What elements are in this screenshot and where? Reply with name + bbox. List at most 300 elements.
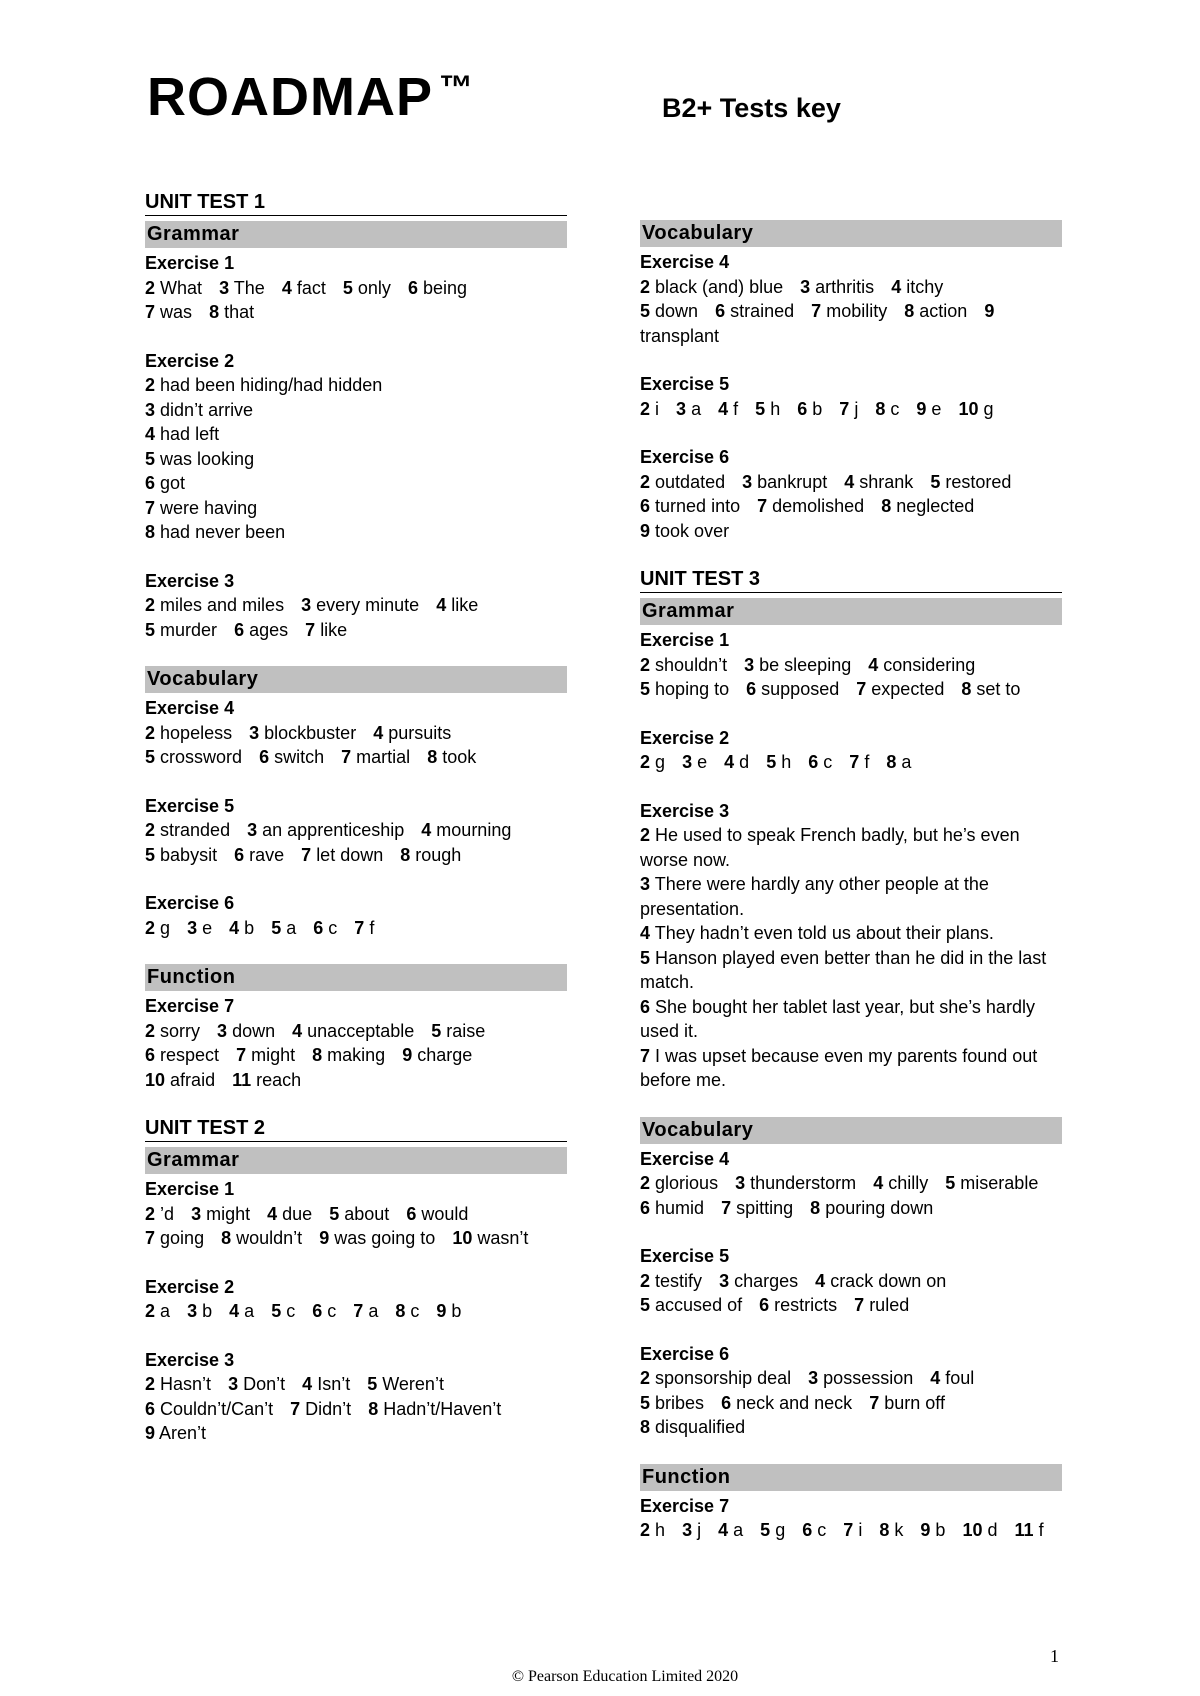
answer-item [145,424,219,444]
answer-line [640,299,1062,348]
answer-line [145,745,567,770]
exercise-block [145,1177,567,1251]
exercise-block [145,1275,567,1324]
answer-item [145,918,170,938]
answer-item [271,918,296,938]
answer-item [640,825,1020,870]
answer-text: miserable [960,1173,1039,1193]
answer-text: c [817,1520,827,1540]
item-number: 4 [281,277,292,298]
answer-item [145,1070,215,1090]
answer-item [760,1520,785,1540]
unit-block [640,567,1062,1543]
answer-line [640,1391,1062,1416]
answer-item [431,1021,485,1041]
item-number: 4 [815,1270,826,1291]
answer-line [640,470,1062,495]
item-number: 3 [682,1520,693,1540]
item-number: 4 [891,276,902,297]
answer-line [640,275,1062,300]
item-number: 5 [145,448,156,469]
item-number: 4 [267,1203,278,1224]
exercise-block [640,799,1062,1093]
answer-item [145,522,285,542]
item-number: 6 [407,277,418,298]
answer-item [875,399,899,419]
answer-text: arthritis [815,276,875,297]
item-number: 5 [640,1295,651,1315]
exercise-block [145,569,567,643]
answer-text: f [864,752,870,772]
answer-item [640,521,729,541]
answer-text: being [422,277,468,298]
answer-item [313,918,337,938]
answer-item [854,1295,909,1315]
exercise-title: Exercise 7 [640,1495,730,1516]
answer-text: were having [160,497,258,518]
section-heading: Vocabulary [640,1117,1062,1144]
answer-text: I was upset because even my parents found out before me. [640,1045,1038,1090]
unit-block [640,220,1062,543]
answer-text: h [770,398,781,419]
answer-item [290,1399,351,1419]
answer-item [640,679,729,699]
item-number: 3 [676,398,687,419]
answer-text: going [160,1228,205,1248]
answer-item [904,301,967,321]
answer-line [145,276,567,301]
answer-item [402,1045,472,1065]
answer-item [145,595,284,615]
answer-text: pursuits [388,722,452,743]
item-number: 3 [719,1270,730,1291]
answer-item [868,655,975,675]
right-column [640,220,1062,1567]
answer-item [353,1301,378,1321]
item-number: 7 [290,1398,301,1419]
answer-line [640,397,1062,422]
exercise-title: Exercise 3 [145,570,235,591]
answer-text: g [983,398,994,419]
answer-item [849,752,869,772]
answer-text: be sleeping [759,654,852,675]
answer-text: b [935,1520,946,1540]
item-number: 3 [742,471,753,492]
answer-item [187,918,212,938]
answer-text: What [160,277,203,298]
answer-item [406,1204,468,1224]
item-number: 5 [755,398,766,419]
left-column [145,190,567,1470]
item-number: 2 [145,1301,156,1321]
answer-line [145,1019,567,1044]
answer-item [282,278,326,298]
answer-line [640,872,1062,921]
item-number: 2 [640,1520,651,1540]
answer-line [640,946,1062,995]
answer-item [312,1045,385,1065]
item-number: 2 [145,722,156,743]
item-number: 2 [145,917,156,938]
item-number: 6 [802,1520,813,1540]
answer-text: had been hiding/had hidden [160,375,383,395]
item-number: 6 [759,1295,770,1315]
answer-item [234,845,284,865]
answer-item [343,278,391,298]
answer-text: had never been [160,522,286,542]
answer-line [640,653,1062,678]
answer-text: reach [256,1069,302,1090]
answer-text: a [160,1301,171,1321]
answer-item [891,277,943,297]
answer-text: testify [655,1270,703,1291]
answer-item [1015,1520,1044,1540]
answer-item [145,747,242,767]
section-heading: Grammar [145,221,567,248]
answer-line [640,995,1062,1044]
item-number: 4 [873,1173,884,1193]
answer-text: murder [160,619,218,640]
item-number: 4 [868,654,879,675]
answer-item [302,1374,350,1394]
answer-text: sorry [160,1020,201,1041]
item-number: 5 [431,1020,442,1041]
item-number: 4 [292,1020,303,1041]
item-number: 6 [145,473,156,493]
answer-text: charges [734,1270,799,1291]
answer-text: martial [356,747,411,767]
answer-text: Couldn’t/Can’t [160,1398,274,1419]
item-number: 6 [406,1203,417,1224]
answer-line [145,422,567,447]
answer-text: b [202,1301,213,1321]
item-number: 3 [301,595,312,615]
item-number: 2 [145,1374,156,1394]
answer-text: a [368,1301,379,1321]
item-number: 7 [839,398,850,419]
item-number: 3 [145,399,156,420]
answer-item [271,1301,295,1321]
answer-item [843,1520,862,1540]
answer-text: j [697,1520,702,1540]
answer-item [145,820,230,840]
item-number: 2 [145,1203,156,1224]
answer-text: glorious [655,1173,719,1193]
item-number: 3 [800,276,811,297]
unit-heading: UNIT TEST 3 [640,567,1062,593]
exercise-block [640,1147,1062,1221]
answer-item [640,1046,1037,1091]
answer-text: turned into [655,496,741,516]
answer-item [228,1374,285,1394]
answer-item [209,302,254,322]
answer-text: about [344,1203,390,1224]
item-number: 2 [640,398,651,419]
item-number: 3 [682,752,693,772]
exercise-block [640,726,1062,775]
answer-text: pouring down [825,1197,934,1218]
answer-item [640,948,1046,993]
item-number: 8 [209,302,220,322]
answer-item [810,1198,933,1218]
answer-item [145,1374,211,1394]
answer-line [145,618,567,643]
answer-text: b [451,1301,462,1321]
answer-text: e [931,398,942,419]
item-number: 2 [640,752,651,772]
answer-text: every minute [316,595,420,615]
answer-item [367,1374,444,1394]
answer-line [145,1421,567,1446]
answer-text: They hadn’t even told us about their plans. [654,923,994,943]
item-number: 8 [221,1228,232,1248]
answer-text: Aren’t [159,1423,207,1443]
answer-item [145,620,217,640]
answer-text: like [451,595,479,615]
item-number: 10 [145,1069,166,1090]
answer-item [640,472,725,492]
unit-heading: UNIT TEST 1 [145,190,567,216]
answer-item [766,752,791,772]
answer-text: disqualified [655,1417,746,1437]
answer-text: c [410,1301,420,1321]
item-number: 4 [421,820,432,840]
answer-text: Hanson played even better than he did in the last match. [640,947,1047,992]
answer-text: raise [446,1020,486,1041]
answer-item [640,1295,742,1315]
item-number: 7 [721,1197,732,1218]
answer-item [808,1368,913,1388]
answer-item [312,1301,336,1321]
item-number: 3 [808,1368,819,1388]
answer-text: accused of [655,1295,743,1315]
exercise-title: Exercise 5 [145,795,235,816]
exercise-block [145,696,567,770]
answer-line [145,843,567,868]
item-number: 3 [640,874,651,894]
answer-text: set to [976,679,1021,699]
answer-item [815,1271,946,1291]
answer-item [640,997,1035,1042]
answer-item [301,595,419,615]
answer-text: shouldn’t [655,654,728,675]
answer-text: d [987,1520,998,1540]
answer-text: like [320,619,348,640]
answer-item [319,1228,435,1248]
answer-text: foul [945,1368,975,1388]
section-block [145,964,567,1092]
answer-text: restored [945,471,1012,492]
answer-text: sponsorship deal [655,1368,792,1388]
answer-text: possession [823,1368,914,1388]
answer-item [879,1520,903,1540]
answer-item [640,399,659,419]
answer-item [721,1393,852,1413]
exercise-title: Exercise 6 [145,893,235,913]
answer-item [229,918,254,938]
answer-item [341,747,410,767]
item-number: 6 [715,301,726,321]
answer-text: a [733,1520,744,1540]
answer-line [640,1518,1062,1543]
item-number: 8 [395,1301,406,1321]
item-number: 9 [319,1228,330,1248]
exercise-title: Exercise 7 [145,996,235,1016]
answer-text: demolished [772,496,865,516]
answer-line [145,398,567,423]
answer-text: hoping to [655,679,730,699]
item-number: 4 [640,923,651,943]
answer-text: f [369,917,375,938]
answer-item [640,655,727,675]
answer-line [145,818,567,843]
answer-text: only [357,277,391,298]
item-number: 7 [869,1392,880,1413]
section-block [640,598,1062,1093]
answer-text: g [655,752,666,772]
exercise-title: Exercise 2 [145,350,235,371]
answer-item [217,1021,275,1041]
item-number: 7 [236,1045,247,1065]
answer-item [719,1271,798,1291]
item-number: 6 [234,619,245,640]
answer-text: an apprenticeship [262,820,405,840]
answer-line [640,750,1062,775]
item-number: 8 [961,679,972,699]
answer-text: action [919,301,968,321]
answer-item [232,1070,301,1090]
answer-item [247,820,404,840]
answer-line [145,721,567,746]
answer-text: crossword [160,747,243,767]
answer-item [930,1368,974,1388]
answer-text: hopeless [160,722,233,743]
item-number: 8 [879,1520,890,1540]
answer-text: fact [296,277,326,298]
answer-text: strained [730,301,795,321]
item-number: 8 [312,1045,323,1065]
answer-text: black (and) blue [655,276,784,297]
item-number: 8 [145,522,156,542]
answer-text: had left [160,424,220,444]
item-number: 8 [427,747,438,767]
item-number: 7 [757,496,768,516]
answer-item [145,1423,206,1443]
answer-text: Isn’t [317,1374,351,1394]
answer-text: that [224,302,255,322]
item-number: 8 [640,1417,651,1437]
item-number: 7 [341,747,352,767]
answer-item [236,1045,295,1065]
answer-text: outdated [655,471,726,492]
answer-item [249,723,356,743]
answer-item [844,472,913,492]
item-number: 9 [402,1045,413,1065]
answer-text: h [655,1520,666,1540]
answer-text: would [421,1203,469,1224]
answer-text: j [854,398,859,419]
answer-text: g [775,1520,786,1540]
exercise-block [145,1348,567,1446]
item-number: 7 [353,1301,364,1321]
exercise-title: Exercise 6 [640,1343,730,1364]
answer-item [640,1271,702,1291]
item-number: 2 [145,820,156,840]
answer-item [145,1045,219,1065]
answer-line [145,447,567,472]
item-number: 9 [916,398,927,419]
item-number: 8 [881,496,892,516]
answer-item [436,595,478,615]
answer-text: e [202,917,213,938]
answer-item [408,278,467,298]
item-number: 5 [145,747,156,767]
answer-text: humid [655,1197,705,1218]
answer-text: mobility [826,301,888,321]
section-block [640,220,1062,543]
item-number: 4 [373,722,384,743]
answer-text: crack down on [830,1270,947,1291]
item-number: 2 [145,277,156,298]
answer-item [958,399,993,419]
item-number: 9 [984,301,995,321]
item-number: 8 [904,301,915,321]
item-number: 8 [368,1398,379,1419]
item-number: 6 [640,996,651,1017]
item-number: 7 [843,1520,854,1540]
item-number: 2 [640,276,651,297]
item-number: 5 [367,1374,378,1394]
exercise-block [640,250,1062,348]
answer-item [145,498,257,518]
exercise-title: Exercise 3 [145,1349,235,1370]
answer-line [640,519,1062,544]
answer-text: might [206,1203,251,1224]
answer-line [640,921,1062,946]
item-number: 6 [145,1398,156,1419]
exercise-title: Exercise 1 [145,1179,235,1199]
item-number: 2 [145,375,156,395]
answer-line [145,1397,567,1422]
item-number: 5 [271,1301,282,1321]
answer-text: due [282,1203,313,1224]
item-number: 4 [145,424,156,444]
item-number: 6 [721,1392,732,1413]
exercise-title: Exercise 5 [640,374,730,394]
answer-item [301,845,383,865]
exercise-title: Exercise 4 [640,252,730,272]
answer-text: chilly [888,1173,929,1193]
answer-text: bankrupt [757,471,828,492]
item-number: 3 [228,1374,239,1394]
answer-text: expected [871,679,945,699]
item-number: 7 [145,497,156,518]
answer-item [682,1520,701,1540]
item-number: 6 [640,496,651,516]
answer-item [400,845,461,865]
answer-item [873,1173,928,1193]
answer-text: was looking [160,448,255,469]
item-number: 3 [249,722,260,743]
answer-item [930,472,1011,492]
answer-item [219,278,265,298]
answer-item [735,1173,856,1193]
exercise-title: Exercise 5 [640,1246,730,1266]
answer-item [395,1301,419,1321]
answer-item [229,1301,254,1321]
answer-item [811,301,887,321]
item-number: 2 [640,1368,651,1388]
